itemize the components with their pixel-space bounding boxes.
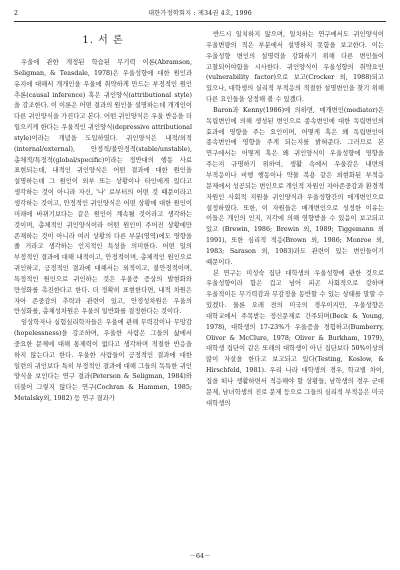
- paragraph: 본 연구는 미성숙 집단 대학생의 우울성향에 관한 것으로 우울성향이라 함은 겁고 넘어 피곤 사회적으로 강하며 우울적이든 무기력감과 무감정을 동반할 수 있는 상태를 말할 수 있겠다. 물론 오래 전의 미국의 경우이지만, 우울성향은 대학교에서 주목받는 정신문제로 간주되며(Beck & Young, 1978), 대학생의 17-23%가 우울증을 경험하고(Bumberry, Oliver & McClure, 1978; Oliver & Burkham, 1979), 대학생 집단이 같은 또래의 대학생이 아닌 집단보다 50%이상의 많이 자살을 한다고 보고되고 있다(Testing, Koslow, & Hirschfeld, 1981). 우리 나라 대학생의 경우, 학교별 차이, 집을 떠나 생활하면서 적응해야 할 상황들, 남학생의 경우 군대 문제, 남녀학생의 진로 문제 등으로 그들의 심리적 부적응은 미국 대학생의: [206, 269, 384, 407]
- footer-page-number: －64－: [189, 552, 211, 560]
- running-head: [14, 8, 386, 20]
- header-rule: [14, 21, 386, 22]
- right-column: [206, 30, 384, 410]
- paragraph: 반드시 일치하지 않으며, 일치하는 연구에서도 귀인양식이 우울변량의 적은 부분에서 설명하지 못함을 보고한다. 이는 우울성향 변인의 설명력을 강화하기 위해 다른 변인들이 고찰되어야함을 시사한다. 귀인양식이 우울성향의 취약요인(vulnerability factor)으로 보고(Crocker 외, 1988)되고 있으나, 대학생의 실리적 부적응의 적절한 설명변인을 찾기 위해 다른 요인들을 상정해 볼 수 있겠다.: [206, 31, 384, 104]
- paragraph: 임상학자나 실험심리학자들은 우울에 관해 무력감이나 무망감(hopelessness)을 강조하며, 우울한 사람은 그들의 삶에서 중요한 문제에 대해 통제력이 없다고 생각하며 적절한 반응을 하지 않는다고 한다. 우울한 사람들이 긍정적인 결과에 대한 일련의 귀인보다 특히 부정적인 결과에 대해 그들의 독특한 귀인 양식을 보인다는 연구 결과(Peterson & Seligman, 1984)와 더불어 그렇지 않다는 연구(Cochran & Hammen, 1985; Metalsky외, 1982) 등 연구 결과가: [14, 319, 192, 403]
- paragraph: Baron과 Kenny(1986)에 의하면, 매개변인(mediator)은 독립변인에 의해 생성된 변인으로 종속변인에 대한 독립변인의 효과에 영향을 주는 요인이며, 어떻게 혹은 왜 독립변인이 종속변인에 영향을 주게 되는지를 밝혀준다. 그러므로 본 연구에서는 어떻게 혹은 왜 귀인양식이 우울성향에 영향을 주는지 규명하기 위하여, 생활 속에서 우울감은 내면의 부적응이나 비행 행동이나 약물 복용 같은 외현화된 부적응 문제에서 성공되는 변인으로 개인적 자원인 자아존중감과 환경적 자원인 사회적 지원을 귀인양식과 우울성향간의 매개변인으로 설정하였다. 또한, 이 자원들은 매개변인으로 성정한 이유는 이들은 개인의 인지, 지각에 의해 영향받을 수 있음이 보고되고 있고 (Brewin, 1986; Brewin 외, 1989; Tiggemann 외 1991), 또한 심리적 적응(Brown 외, 1986; Monroe 외, 1983; Sarason 외, 1983)과도 관련이 있는 변인들이기 때문이다.: [206, 106, 384, 266]
- section-title: 1. 서 론: [82, 35, 124, 46]
- left-column: [14, 30, 192, 405]
- journal-title: 대한가정학회지 : 제34권 4호, 1996: [148, 10, 252, 17]
- header-page-number: 2: [14, 10, 18, 17]
- paragraph: 우울에 관한 개정된 학습된 무기력 이론(Abramson, Seligman, & Teasdale, 1978)은 우울성향에 대한 원인과 유지에 대해서 개개인을 우울에 취약하게 만드는 부정적인 원인 추론(causal inference) 혹은 귀인양식(attributional style)을 강조한다. 이 이론은 어떤 결과의 원인을 설명하는데 개개인이 다른 귀인양식을 가진다고 본다. 어떤 귀인양식은 우울 반응을 더 일으키게 한다는 우울적인 귀인양식(depressive attributional style)이라는 개념을 도입하였다. 귀인양식은 내적/외적(internal/external), 안정적/불안정적(stable/unstable), 총체적/특정적(global/specific)이라는 정반대의 행동 사료 표현되는데, 내적인 귀인양식은 어떤 결과에 대한 원인을 설명하는데 그 원인이 외부 또는 상황이나 타인에게 있다고 생각하는 것이 아니라 자신, '나' 로부터의 어떤 것 때문이라고 생각하는 것이고, 안정적인 귀인양식은 어떤 상황에 대한 원인이 미래에 바뀌기보다는 같은 원인이 계속될 것이라고 생각하는 것이며, 총체적인 귀인양식이라 어떤 원인이 주어진 상황에만 존재하는 것이 아니라 여러 상황의 다른 부분(영역)에도 영향을 줄 거라고 생각하는 인지적인 특성을 의미한다. 어떤 일의 부정적인 결과에 대해 내적이고, 안정적이며, 총체적인 원인으로 귀인하고, 긍정적인 결과에 대해서는 외적이고, 불안정적이며, 특정적인 원인으로 귀인하는 것은 우울증 증상의 발현화와 만성화를 촉진한다고 한다. 더 정확히 표현한다면, 내적 차원은 자아 존중감의 추락과 관련이 있고, 안정성차원은 우울의 만성화를, 총체성차원은 우울의 일반화를 결정한다는 것이다.: [14, 59, 192, 316]
